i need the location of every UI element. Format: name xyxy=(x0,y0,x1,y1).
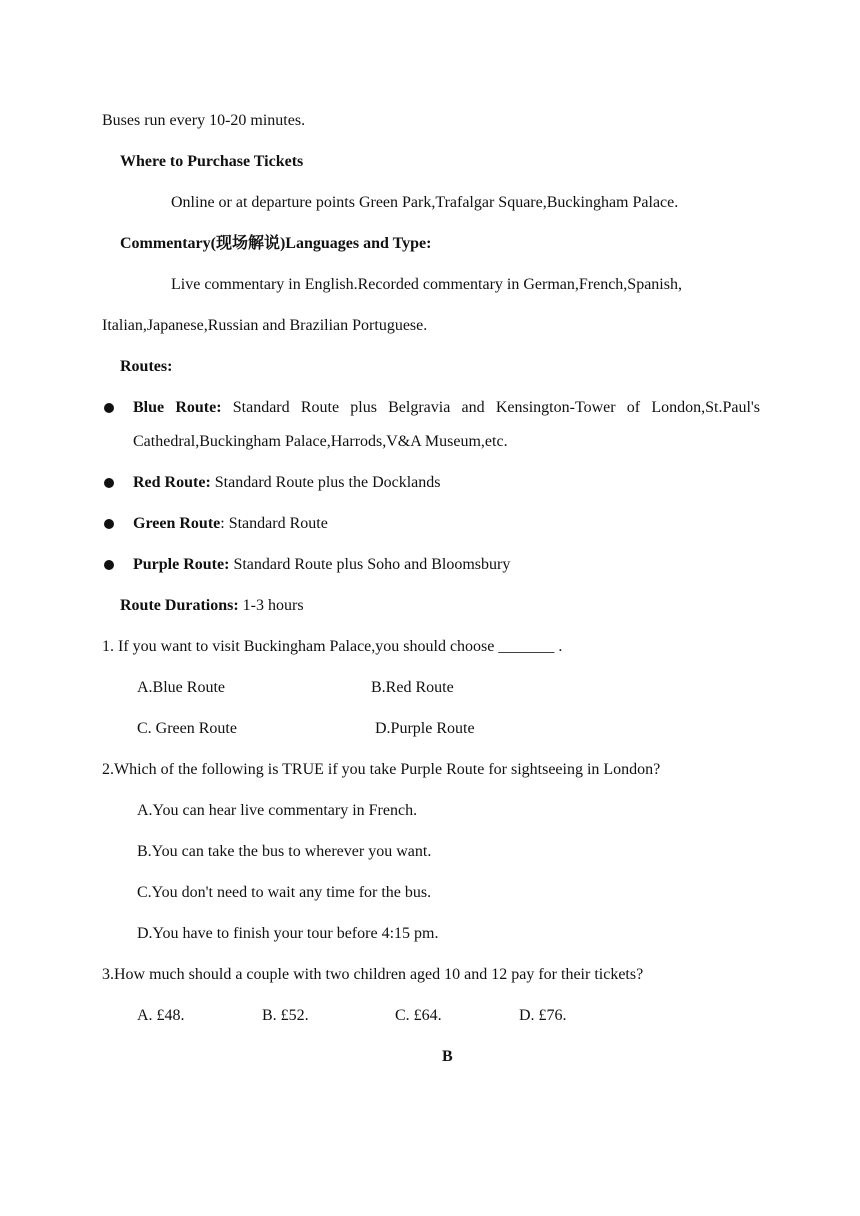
route-green-desc: : Standard Route xyxy=(220,515,328,532)
tickets-heading: Where to Purchase Tickets xyxy=(120,153,304,170)
question-2-option-b: B.You can take the bus to wherever you want. xyxy=(137,843,432,860)
question-3-stem: 3.How much should a couple with two children aged 10 and 12 pay for their tickets? xyxy=(102,966,644,983)
section-label: B xyxy=(442,1048,453,1065)
route-durations xyxy=(120,596,304,616)
route-durations-value: 1-3 hours xyxy=(238,597,304,614)
question-2-option-c: C.You don't need to wait any time for the bus. xyxy=(137,884,432,901)
route-purple xyxy=(133,555,510,575)
question-3-option-c: C. £64. xyxy=(395,1007,442,1024)
tickets-text: Online or at departure points Green Park,Trafalgar Square,Buckingham Palace. xyxy=(171,194,679,211)
question-2-option-d: D.You have to finish your tour before 4:15 pm. xyxy=(137,925,439,942)
commentary-line-1: Live commentary in English.Recorded commentary in German,French,Spanish, xyxy=(171,276,682,293)
route-green xyxy=(133,514,328,534)
route-purple-name: Purple Route: xyxy=(133,556,230,573)
route-blue-line-2: Cathedral,Buckingham Palace,Harrods,V&A Museum,etc. xyxy=(133,433,508,450)
question-1-option-b: B.Red Route xyxy=(371,679,454,696)
bullet-icon xyxy=(104,519,114,529)
bus-frequency: Buses run every 10-20 minutes. xyxy=(102,112,306,129)
route-blue-line-1 xyxy=(133,398,760,418)
route-durations-label: Route Durations: xyxy=(120,597,239,614)
question-1-option-d: D.Purple Route xyxy=(375,720,475,737)
route-red-desc: Standard Route plus the Docklands xyxy=(210,474,441,491)
route-red xyxy=(133,473,441,493)
route-green-name: Green Route xyxy=(133,515,221,532)
routes-heading: Routes: xyxy=(120,358,173,375)
bullet-icon xyxy=(104,403,114,413)
commentary-heading: Commentary(现场解说)Languages and Type: xyxy=(120,235,432,252)
question-2-option-a: A.You can hear live commentary in French. xyxy=(137,802,418,819)
question-3-option-d: D. £76. xyxy=(519,1007,567,1024)
route-blue-name: Blue Route: xyxy=(133,399,222,416)
route-red-name: Red Route: xyxy=(133,474,211,491)
question-3-option-a: A. £48. xyxy=(137,1007,185,1024)
bullet-icon xyxy=(104,560,114,570)
commentary-line-2: Italian,Japanese,Russian and Brazilian Portuguese. xyxy=(102,317,428,334)
route-blue-desc: Standard Route plus Belgravia and Kensington-Tower of London,St.Paul's xyxy=(221,399,761,416)
question-3-option-b: B. £52. xyxy=(262,1007,309,1024)
bullet-icon xyxy=(104,478,114,488)
route-purple-desc: Standard Route plus Soho and Bloomsbury xyxy=(229,556,511,573)
question-2-stem: 2.Which of the following is TRUE if you take Purple Route for sightseeing in London? xyxy=(102,761,661,778)
question-1-option-a: A.Blue Route xyxy=(137,679,225,696)
question-1-stem: 1. If you want to visit Buckingham Palace,you should choose _______ . xyxy=(102,638,563,655)
question-1-option-c: C. Green Route xyxy=(137,720,237,737)
